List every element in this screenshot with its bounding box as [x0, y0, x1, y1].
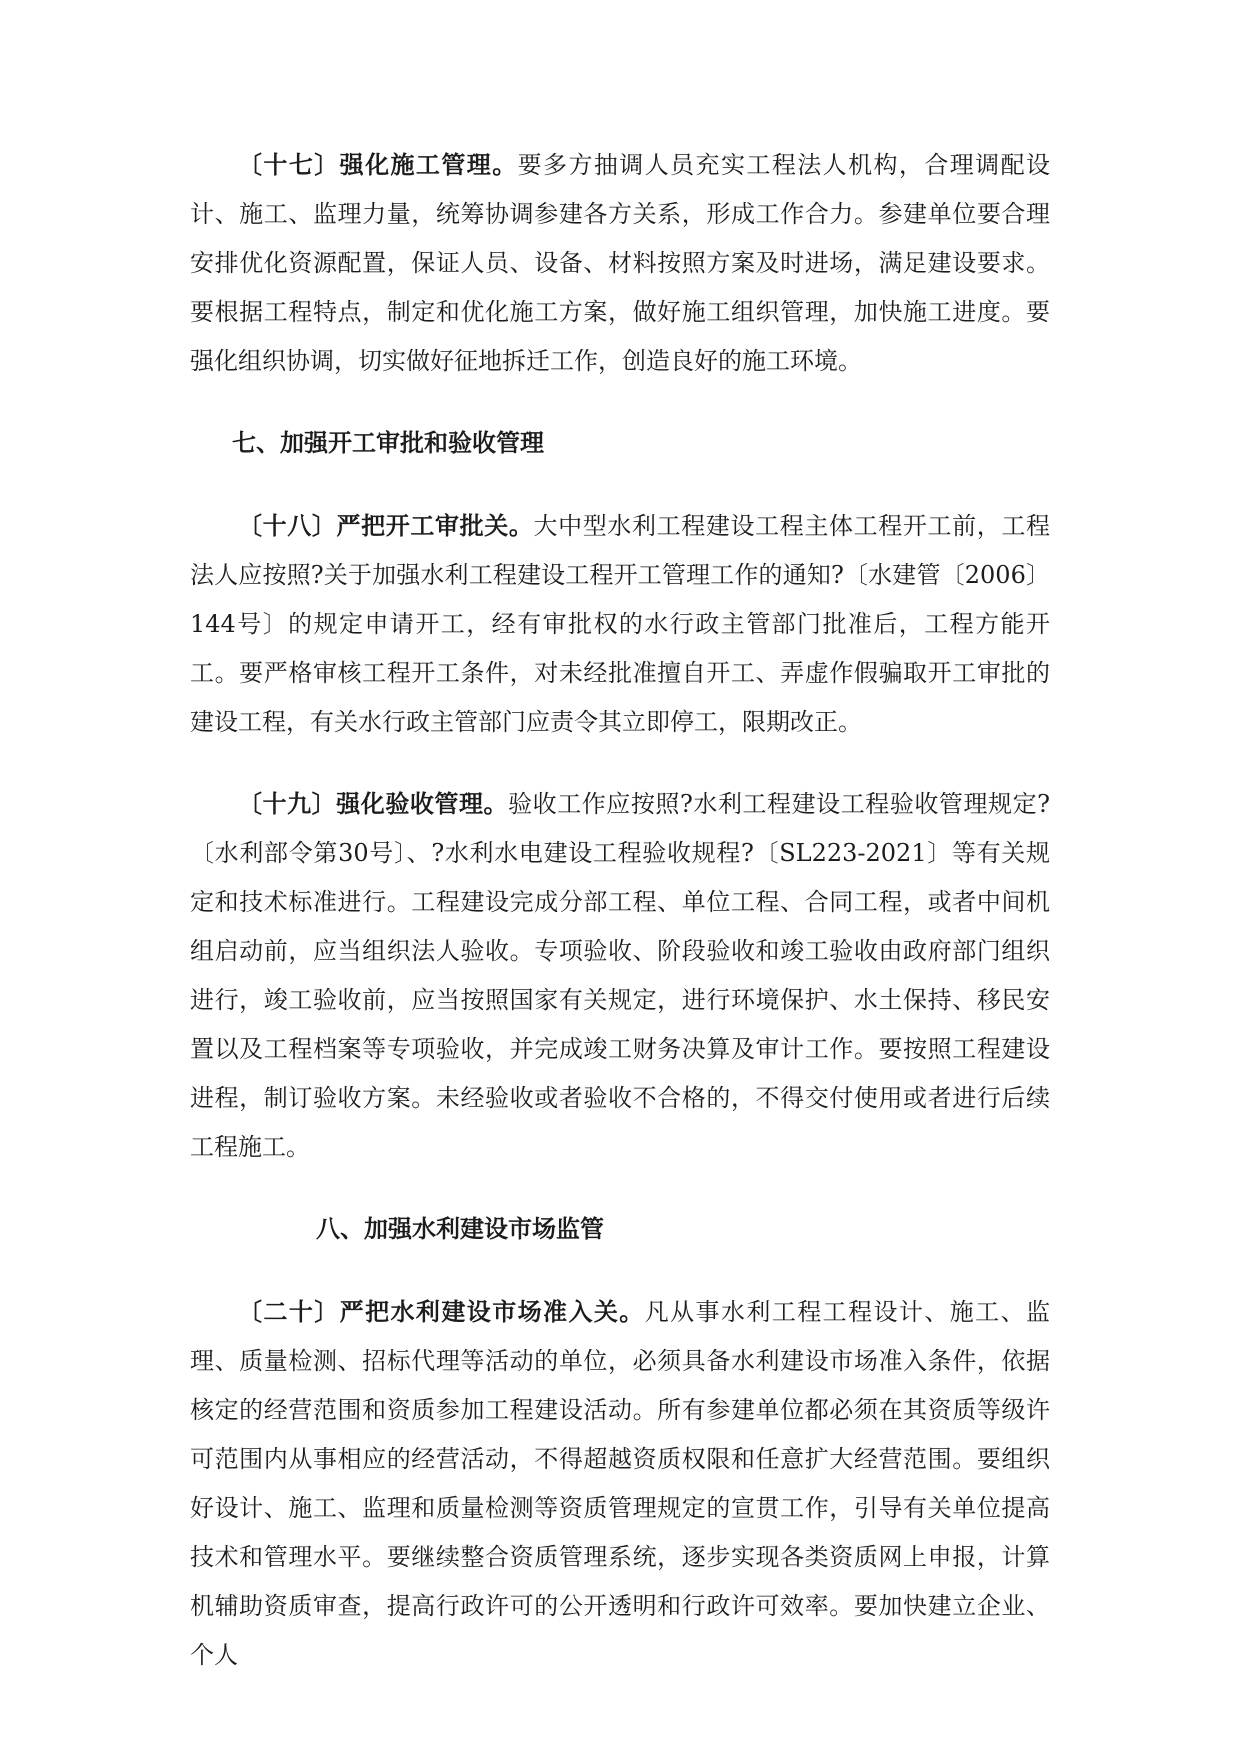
paragraph-17-lead: 〔十七〕强化施工管理。	[238, 150, 518, 179]
paragraph-17-body: 要多方抽调人员充实工程法人机构，合理调配设计、施工、监理力量，统筹协调参建各方关系，形成工作合力。参建单位要合理安排优化资源配置，保证人员、设备、材料按照方案及时进场，满足建设要求。要根据工程特点，制定和优化施工方案，做好施工组织管理，加快施工进度。要强化组织协调，切实做好征地拆迁工作，创造良好的施工环境。	[190, 151, 1051, 375]
paragraph-19-body: 验收工作应按照?水利工程建设工程验收管理规定?〔水利部令第30号〕、?水利水电建设工程验收规程?〔SL223-2021〕等有关规定和技术标准进行。工程建设完成分部工程、单位工程、合同工程，或者中间机组启动前，应当组织法人验收。专项验收、阶段验收和竣工验收由政府部门组织进行，竣工验收前，应当按照国家有关规定，进行环境保护、水土保持、移民安置以及工程档案等专项验收，并完成竣工财务决算及审计工作。要按照工程建设进程，制订验收方案。未经验收或者验收不合格的，不得交付使用或者进行后续工程施工。	[190, 790, 1051, 1161]
document-page	[190, 140, 1050, 1698]
section-heading-7: 七、加强开工审批和验收管理	[232, 428, 544, 457]
paragraph-20-lead: 〔二十〕严把水利建设市场准入关。	[238, 1297, 645, 1326]
paragraph-18-lead: 〔十八〕严把开工审批关。	[238, 511, 534, 540]
paragraph-20-body: 凡从事水利工程工程设计、施工、监理、质量检测、招标代理等活动的单位，必须具备水利建设市场准入条件，依据核定的经营范围和资质参加工程建设活动。所有参建单位都必须在其资质等级许可范围内从事相应的经营活动，不得超越资质权限和任意扩大经营范围。要组织好设计、施工、监理和质量检测等资质管理规定的宣贯工作，引导有关单位提高技术和管理水平。要继续整合资质管理系统，逐步实现各类资质网上申报，计算机辅助资质审查，提高行政许可的公开透明和行政许可效率。要加快建立企业、个人	[190, 1298, 1051, 1669]
paragraph-18-body: 大中型水利工程建设工程主体工程开工前，工程法人应按照?关于加强水利工程建设工程开工管理工作的通知?〔水建管〔2006〕144号〕的规定申请开工，经有审批权的水行政主管部门批准后，工程方能开工。要严格审核工程开工条件，对未经批准擅自开工、弄虚作假骗取开工审批的建设工程，有关水行政主管部门应责令其立即停工，限期改正。	[190, 512, 1050, 736]
paragraph-20	[190, 1287, 1050, 1680]
paragraph-18	[190, 501, 1050, 747]
section-heading-8: 八、加强水利建设市场监管	[316, 1214, 604, 1243]
paragraph-17	[190, 140, 1050, 386]
paragraph-19-lead: 〔十九〕强化验收管理。	[238, 789, 509, 818]
paragraph-19	[190, 779, 1050, 1172]
